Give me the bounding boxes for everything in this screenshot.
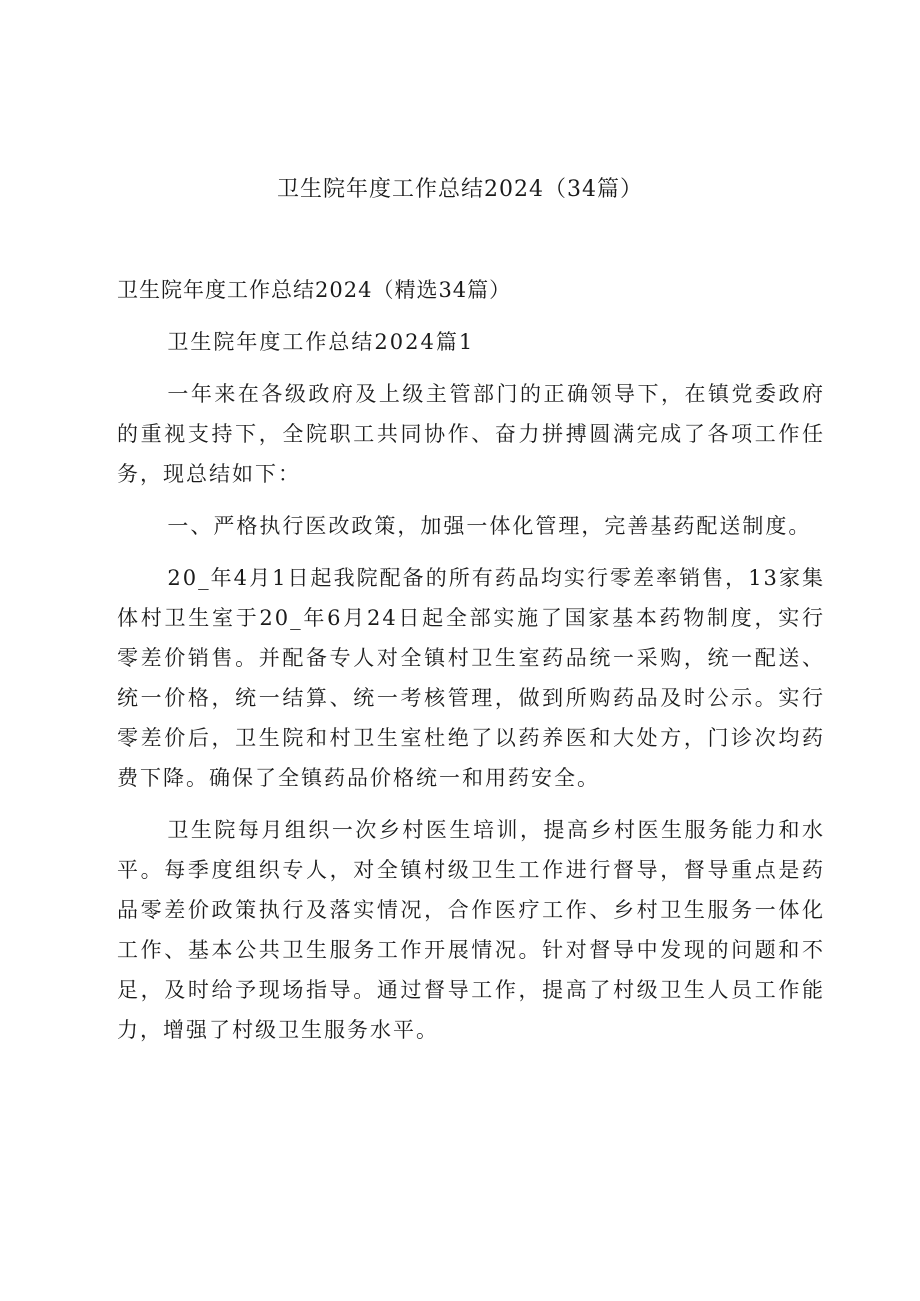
paragraph-training: 卫生院每月组织一次乡村医生培训，提高乡村医生服务能力和水平。每季度组织专人，对全镇村级卫生工作进行督导，督导重点是药品零差价政策执行及落实情况，合作医疗工作、乡村卫生服务一体化工作、基本公共卫生服务工作开展情况。针对督导中发现的问题和不足，及时给予现场指导。通过督导工作，提高了村级卫生人员工作能力，增强了村级卫生服务水平。: [117, 818, 825, 1042]
document-body: [117, 270, 825, 1062]
paragraph-drug-policy: 20_年4月1日起我院配备的所有药品均实行零差率销售，13家集体村卫生室于20_年6月24日起全部实施了国家基本药物制度，实行零差价销售。并配备专人对全镇村卫生室药品统一采购，统一配送、统一价格，统一结算、统一考核管理，做到所购药品及时公示。实行零差价后，卫生院和村卫生室杜绝了以药养医和大处方，门诊次均药费下降。确保了全镇药品价格统一和用药安全。: [117, 566, 825, 790]
paragraph-intro: 一年来在各级政府及上级主管部门的正确领导下，在镇党委政府的重视支持下，全院职工共同协作、奋力拼搏圆满完成了各项工作任务，现总结如下：: [117, 382, 825, 486]
document-title: 卫生院年度工作总结2024（34篇）: [277, 177, 643, 202]
paragraph-heading-1: 一、严格执行医改政策，加强一体化管理，完善基药配送制度。: [167, 514, 812, 538]
document-subtitle: 卫生院年度工作总结2024（精选34篇）: [117, 278, 512, 302]
section-heading: 卫生院年度工作总结2024篇1: [167, 330, 475, 354]
